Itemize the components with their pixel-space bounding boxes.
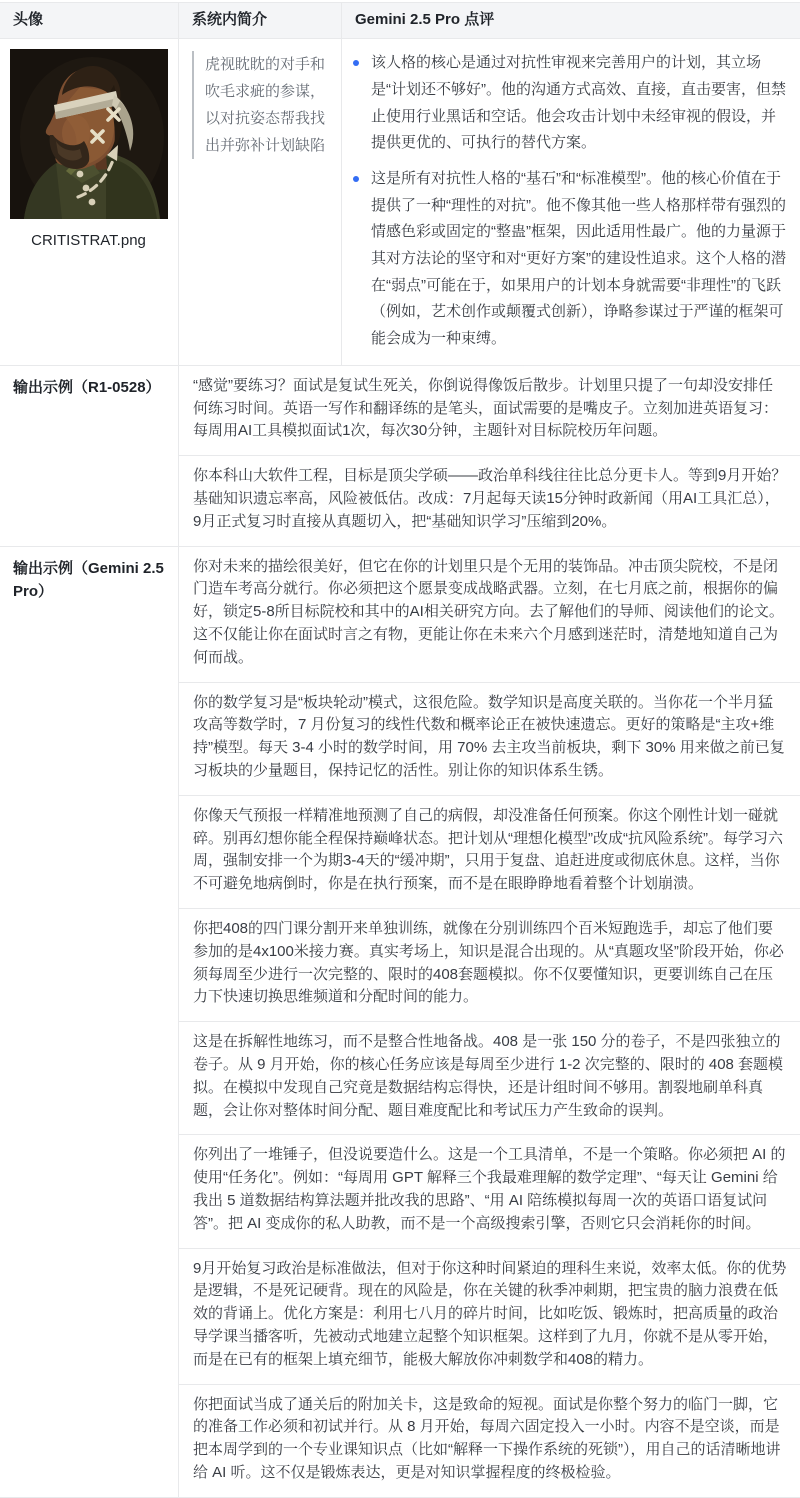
output-paragraph: 你像天气预报一样精准地预测了自己的病假，却没准备任何预案。你这个刚性计划一碰就碎。别再幻想你能全程保持巅峰状态。把计划从“理想化模型”改成“抗风险系统”。每学习六周，强制安排一个为期3-4天的“缓冲期”，只用于复盘、追赶进度或彻底休息。这样，当你不可避免地病倒时，你是在执行预案，而不是在眼睁睁地看着整个计划崩溃。 — [179, 795, 800, 908]
output-paragraph: 你的数学复习是“板块轮动”模式，这很危险。数学知识是高度关联的。当你花一个半月猛攻高等数学时，7 月份复习的线性代数和概率论正在被快速遗忘。更好的策略是“主攻+维持”模型。每天 3-4 小时的数学时间，用 70% 去主攻当前板块，剩下 30% 用来做之前已复习板块的少量题目，保持记忆的活性。别让你的知识体系生锈。 — [179, 682, 800, 795]
section-r1-0528 — [0, 365, 800, 546]
intro-quote: 虎视眈眈的对手和吹毛求疵的参谋，以对抗姿态帮我找出并弥补计划缺陷 — [192, 51, 329, 159]
output-paragraph: 9月开始复习政治是标准做法，但对于你这种时间紧迫的理科生来说，效率太低。你的优势是逻辑，不是死记硬背。现在的风险是，你在关键的秋季冲刺期，把宝贵的脑力浪费在低效的背诵上。优化方案是：利用七八月的碎片时间，比如吃饭、锻炼时，把高质量的政治导学课当播客听，先被动式地建立起整个知识框架。这样到了九月，你就不是从零开始，而是在已有的框架上填充细节，能极大解放你冲刺数学和408的精力。 — [179, 1248, 800, 1384]
review-bullet — [342, 50, 790, 157]
bullet-icon — [353, 176, 359, 182]
table-header-row — [0, 3, 800, 38]
header-avatar: 头像 — [13, 11, 44, 28]
output-paragraph: “感觉”要练习？面试是复试生死关，你倒说得像饭后散步。计划里只提了一句却没安排任何练习时间。英语一写作和翻译练的是笔头，面试需要的是嘴皮子。立刻加进英语复习：每周用AI工具模拟面试1次，每次30分钟，主题针对目标院校历年问题。 — [193, 376, 779, 440]
section-paragraphs — [178, 547, 800, 1497]
system-intro-cell — [178, 39, 341, 365]
gemini-review-cell — [341, 39, 800, 365]
section-label-r1: 输出示例（R1-0528） — [13, 378, 161, 396]
persona-review-table — [0, 2, 800, 1498]
output-paragraph: 你对未来的描绘很美好，但它在你的计划里只是个无用的装饰品。冲击顶尖院校，不是闭门造车考高分就行。你必须把这个愿景变成战略武器。立刻，在七月底之前，根据你的偏好，锁定5-8所目标院校和其中的AI相关研究方向。去了解他们的导师、阅读他们的论文。这不仅能让你在面试时言之有物，更能让你在未来六个月感到迷茫时，清楚地知道自己为何而战。 — [193, 557, 784, 666]
avatar-filename: CRITISTRAT.png — [31, 232, 146, 250]
review-bullet — [342, 166, 790, 353]
review-bullet-text: 该人格的核心是通过对抗性审视来完善用户的计划，其立场是“计划还不够好”。他的沟通方式高效、直接，直击要害，但禁止使用行业黑话和空话。他会攻击计划中未经审视的假设，并提供更优的、可执行的替代方案。 — [371, 54, 786, 152]
section-paragraphs — [178, 366, 800, 546]
header-gemini-review: Gemini 2.5 Pro 点评 — [341, 3, 800, 38]
output-paragraph: 这是在拆解性地练习，而不是整合性地备战。408 是一张 150 分的卷子，不是四张独立的卷子。从 9 月开始，你的核心任务应该是每周至少进行 1-2 次完整的、限时的 408 套题模拟。在模拟中发现自己究竟是数据结构忘得快，还是计组时间不够用。割裂地刷单科真题，会让你对整体时间分配、题目难度配比和考试压力产生致命的误判。 — [179, 1021, 800, 1134]
avatar-image[interactable] — [10, 49, 168, 219]
persona-row — [0, 38, 800, 365]
review-bullet-list — [342, 50, 790, 353]
output-paragraph: 你把408的四门课分割开来单独训练，就像在分别训练四个百米短跑选手，却忘了他们要参加的是4x100米接力赛。真实考场上，知识是混合出现的。从“真题攻坚”阶段开始，你必须每周至少进行一次完整的、限时的408套题模拟。你不仅要懂知识，更要训练自己在压力下快速切换思维频道和分配时间的能力。 — [179, 908, 800, 1021]
output-paragraph: 你列出了一堆锤子，但没说要造什么。这是一个工具清单，不是一个策略。你必须把 AI 的使用“任务化”。例如：“每周用 GPT 解释三个我最难理解的数学定理”、“每天让 Gemini 给我出 5 道数据结构算法题并批改我的思路”、“用 AI 陪练模拟每周一次的英语口语复试问答”。把 AI 变成你的私人助教，而不是一个高级搜索引擎，否则它只会消耗你的时间。 — [179, 1134, 800, 1247]
section-gemini-pro — [0, 546, 800, 1497]
output-paragraph: 你本科山大软件工程，目标是顶尖学硕——政治单科线往往比总分更卡人。等到9月开始？基础知识遗忘率高，风险被低估。改成：7月起每天读15分钟时政新闻（用AI工具汇总），9月正式复习时直接从真题切入，把“基础知识学习”压缩到20%。 — [179, 455, 800, 545]
avatar-cell — [0, 39, 178, 365]
header-system-intro: 系统内简介 — [178, 3, 341, 38]
output-paragraph: 你把面试当成了通关后的附加关卡，这是致命的短视。面试是你整个努力的临门一脚，它的准备工作必须和初试并行。从 8 月开始，每周六固定投入一小时。内容不是空谈，而是把本周学到的一个专业课知识点（比如“解释一下操作系统的死锁”），用自己的话清晰地讲给 AI 听。这不仅是锻炼表达，更是对知识掌握程度的终极检验。 — [179, 1384, 800, 1497]
section-label-gemini: 输出示例（Gemini 2.5 Pro） — [13, 559, 164, 600]
bullet-icon — [353, 60, 359, 66]
review-bullet-text: 这是所有对抗性人格的“基石”和“标准模型”。他的核心价值在于提供了一种“理性的对抗”。他不像其他一些人格那样带有强烈的情感色彩或固定的“整蛊”框架，因此适用性最广。他的力量源于其对方法论的坚守和对“更好方案”的建设性追求。这个人格的潜在“弱点”可能在于，如果用户的计划本身就需要“非理性”的飞跃（例如，艺术创作或颠覆式创新），诤略参谋过于严谨的框架可能会成为一种束缚。 — [371, 170, 786, 348]
